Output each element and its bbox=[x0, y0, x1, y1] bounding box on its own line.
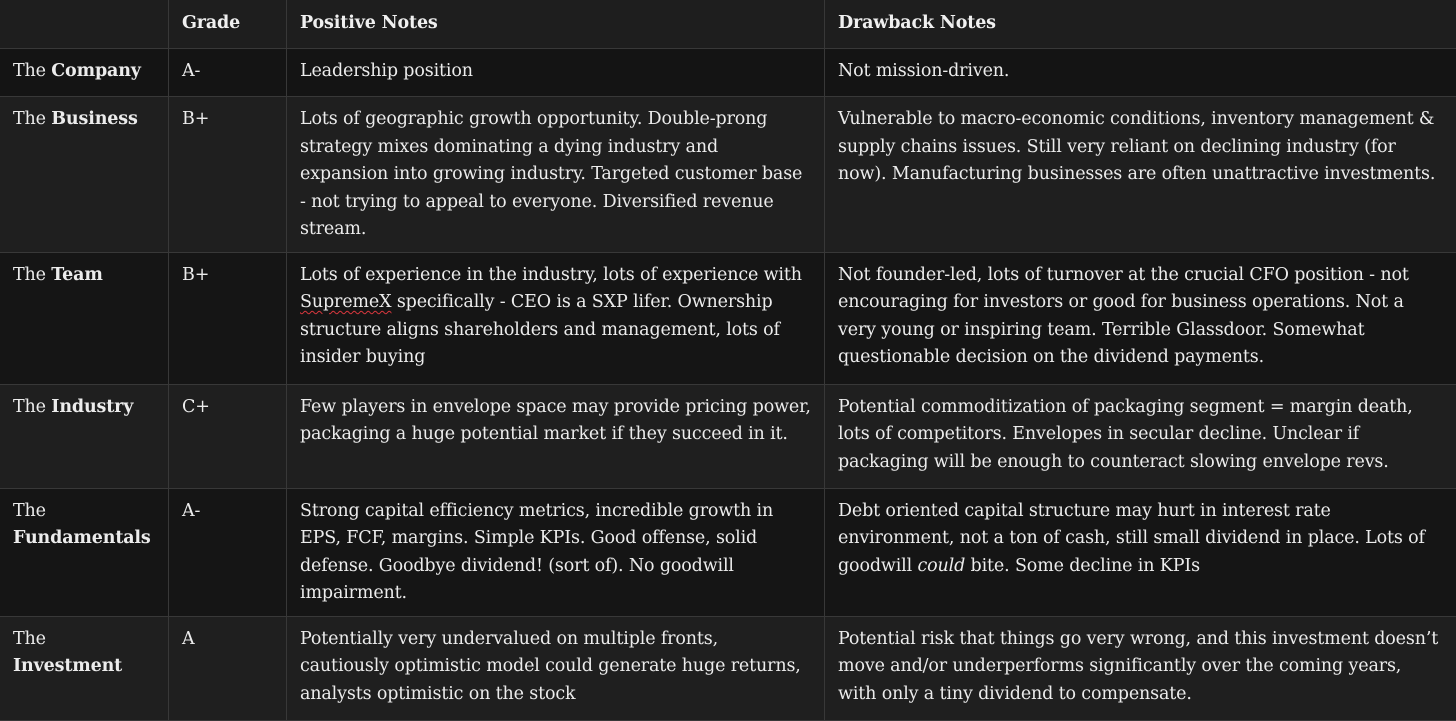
table-row-team bbox=[0, 252, 1456, 384]
positive-notes-cell: Strong capital efficiency metrics, incredible growth in EPS, FCF, margins. Simple KPIs. Good offense, solid defense. Goodbye dividend! (sort of). No goodwill impairment. bbox=[287, 488, 825, 616]
positive-notes-cell: Leadership position bbox=[287, 49, 825, 97]
table-row-company bbox=[0, 49, 1456, 97]
header-category bbox=[0, 0, 169, 49]
grade-cell: B+ bbox=[169, 97, 287, 253]
table-row-investment bbox=[0, 616, 1456, 720]
category-name: Investment bbox=[13, 656, 122, 676]
category-cell bbox=[0, 252, 169, 384]
drawback-notes-cell: Not founder-led, lots of turnover at the crucial CFO position - not encouraging for investors or good for business operations. Not a very young or inspiring team. Terrible Glassdoor. Somewhat questionable decision on the dividend payments. bbox=[825, 252, 1456, 384]
drawback-notes-cell: Potential commoditization of packaging segment = margin death, lots of competitors. Envelopes in secular decline. Unclear if packaging will be enough to counteract slowing envelope revs. bbox=[825, 384, 1456, 488]
category-cell bbox=[0, 384, 169, 488]
table-row-fundamentals bbox=[0, 488, 1456, 616]
category-prefix: The bbox=[13, 397, 46, 417]
category-cell bbox=[0, 488, 169, 616]
positive-notes-text: Lots of experience in the industry, lots of experience with bbox=[300, 265, 802, 285]
table-row-industry bbox=[0, 384, 1456, 488]
table-row-business bbox=[0, 97, 1456, 253]
category-prefix: The bbox=[13, 109, 46, 129]
grade-cell: C+ bbox=[169, 384, 287, 488]
grade-cell: A- bbox=[169, 488, 287, 616]
drawback-notes-cell: Vulnerable to macro-economic conditions, inventory management & supply chains issues. Still very reliant on declining industry (for now). Manufacturing businesses are often unattractive investments. bbox=[825, 97, 1456, 253]
positive-notes-cell: Lots of geographic growth opportunity. Double-prong strategy mixes dominating a dying industry and expansion into growing industry. Targeted customer base - not trying to appeal to everyone. Diversified revenue stream. bbox=[287, 97, 825, 253]
header-drawback-notes: Drawback Notes bbox=[825, 0, 1456, 49]
category-name: Industry bbox=[51, 397, 133, 417]
positive-notes-text: specifically - CEO is a SXP lifer. Ownership structure aligns shareholders and management, lots of insider buying bbox=[300, 292, 780, 367]
positive-notes-cell bbox=[287, 252, 825, 384]
drawback-notes-cell: Not mission-driven. bbox=[825, 49, 1456, 97]
spellcheck-flagged-word[interactable]: SupremeX bbox=[300, 292, 391, 312]
italic-emphasis: could bbox=[917, 556, 965, 576]
category-name: Business bbox=[51, 109, 137, 129]
header-row bbox=[0, 0, 1456, 49]
header-positive-notes: Positive Notes bbox=[287, 0, 825, 49]
positive-notes-cell: Potentially very undervalued on multiple fronts, cautiously optimistic model could generate huge returns, analysts optimistic on the stock bbox=[287, 616, 825, 720]
category-cell bbox=[0, 49, 169, 97]
drawback-notes-text: Debt oriented capital structure may hurt in interest rate environment, not a ton of cash, still small dividend in place. Lots of goodwill bbox=[838, 501, 1425, 576]
category-name: Company bbox=[51, 61, 141, 81]
header-grade: Grade bbox=[169, 0, 287, 49]
category-name: Fundamentals bbox=[13, 528, 151, 548]
category-prefix: The bbox=[13, 501, 46, 521]
category-prefix: The bbox=[13, 629, 46, 649]
drawback-notes-text: bite. Some decline in KPIs bbox=[965, 556, 1200, 576]
category-prefix: The bbox=[13, 61, 46, 81]
drawback-notes-cell: Potential risk that things go very wrong, and this investment doesn’t move and/or underperforms significantly over the coming years, with only a tiny dividend to compensate. bbox=[825, 616, 1456, 720]
grade-cell: A bbox=[169, 616, 287, 720]
drawback-notes-cell bbox=[825, 488, 1456, 616]
category-name: Team bbox=[51, 265, 102, 285]
category-cell bbox=[0, 616, 169, 720]
grade-cell: A- bbox=[169, 49, 287, 97]
positive-notes-cell: Few players in envelope space may provide pricing power, packaging a huge potential market if they succeed in it. bbox=[287, 384, 825, 488]
category-cell bbox=[0, 97, 169, 253]
category-prefix: The bbox=[13, 265, 46, 285]
grade-cell: B+ bbox=[169, 252, 287, 384]
